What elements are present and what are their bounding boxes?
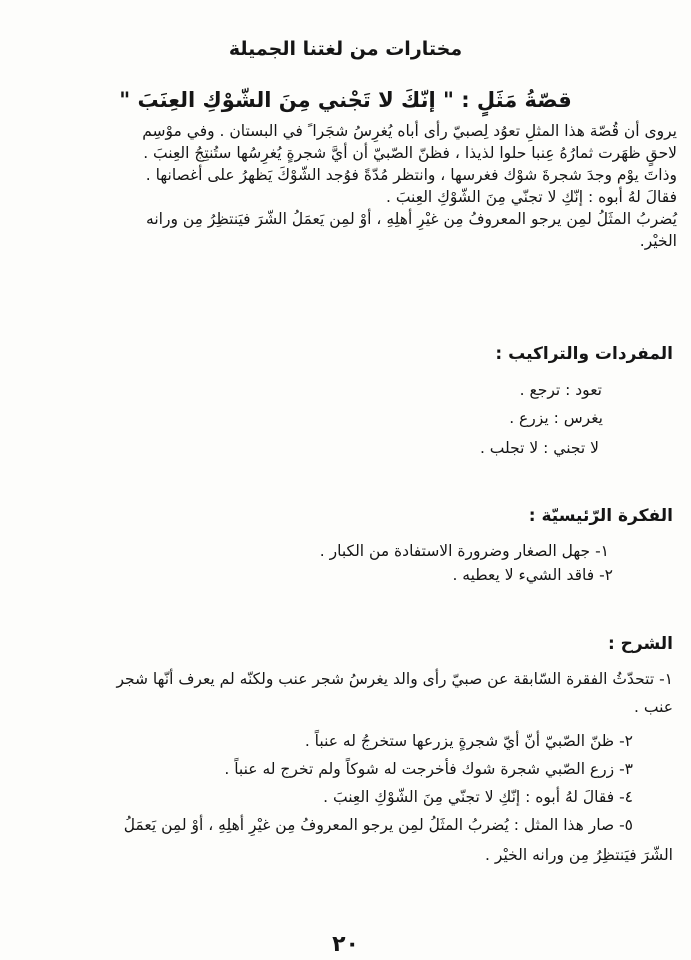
story-line: يروى أن قُصّة هذا المثلِ تعوُد لِصبيّ رأى أباه يُغرِسُ شجَرا ً في البستان . وفي موْسِم xyxy=(142,122,677,140)
explanation-line: ٣- زرع الصّبي شجرة شوك فأخرجت له شوكاً ولم تخرج له عنباً . xyxy=(224,760,633,778)
story-paragraph xyxy=(12,120,677,252)
page-number: ٢٠ xyxy=(332,932,359,957)
explanation-line: ٢- ظنّ الصّبيّ أنّ أيّ شجرةٍ يزرعها ستخرجُ له عنباً . xyxy=(304,732,633,750)
explanation-heading: الشرح : xyxy=(607,634,673,654)
explanation-line: ٤- فقالَ لهُ أبوه : إنّكِ لا تجنّي مِنَ الشّوْكِ العِنبَ . xyxy=(323,788,633,806)
story-title: قصّةُ مَثَلٍ : " إنّكَ لا تَجْني مِنَ الشّوْكِ العِنَبَ " xyxy=(119,88,572,112)
story-line: وذاتَ يوْم وجدَ شجرةَ شوْك فغرسها ، وانتظر مُدّةً فوُجد الشّوْكَ يَظهرُ على أغصانها . xyxy=(145,166,677,184)
story-line: لاحقٍ ظهَرت ثمارُهُ عِنبا حلوا لذيذا ، فظنّ الصّبيّ أن أيَّ شجرةٍ يُغرِسُها ستُنتِجُ العِنبَ . xyxy=(143,144,677,162)
vocabulary-item: لا تجني : لا تجلب . xyxy=(479,439,599,457)
vocabulary-item: يغرس : يزرع . xyxy=(509,409,603,427)
explanation-line: ١- تتحدّثُ الفقرة السّابقة عن صبيّ رأى والد يغرسُ شجر عنب ولكنّه لم يعرف أنّها شجر xyxy=(116,670,673,688)
page-title: مختارات من لغتنا الجميلة xyxy=(228,38,463,60)
explanation-line: عنب . xyxy=(634,698,673,716)
main-idea-item: ١- جهل الصغار وضرورة الاستفادة من الكبار . xyxy=(319,542,609,560)
explanation-line: ٥- صار هذا المثل : يُضربُ المثَلُ لمِن يرجو المعروفُ مِن غيْرِ أهلِهِ ، أوْ لمِن يَعمَلُ xyxy=(123,816,633,834)
main-idea-item: ٢- فاقد الشيء لا يعطيه . xyxy=(452,566,613,584)
story-line: فقالَ لهُ أبوه : إنّكِ لا تجنّي مِنَ الشّوْكِ العِنبَ . xyxy=(385,188,677,206)
main-idea-heading: الفكرة الرّئيسيّة : xyxy=(528,506,673,526)
story-line: يُضربُ المثَلُ لمِن يرجو المعروفُ مِن غيْرِ أهلِهِ ، أوْ لمِن يَعمَلُ الشّرَ فيَنتظِرُ مِن ورانه xyxy=(146,210,677,228)
story-line: الخيْر. xyxy=(639,232,677,250)
vocabulary-item: تعود : ترجع . xyxy=(519,381,602,399)
vocabulary-heading: المفردات والتراكيب : xyxy=(495,344,673,364)
explanation-line: الشّرَ فيَنتظِرُ مِن ورانه الخيْر . xyxy=(485,846,673,864)
